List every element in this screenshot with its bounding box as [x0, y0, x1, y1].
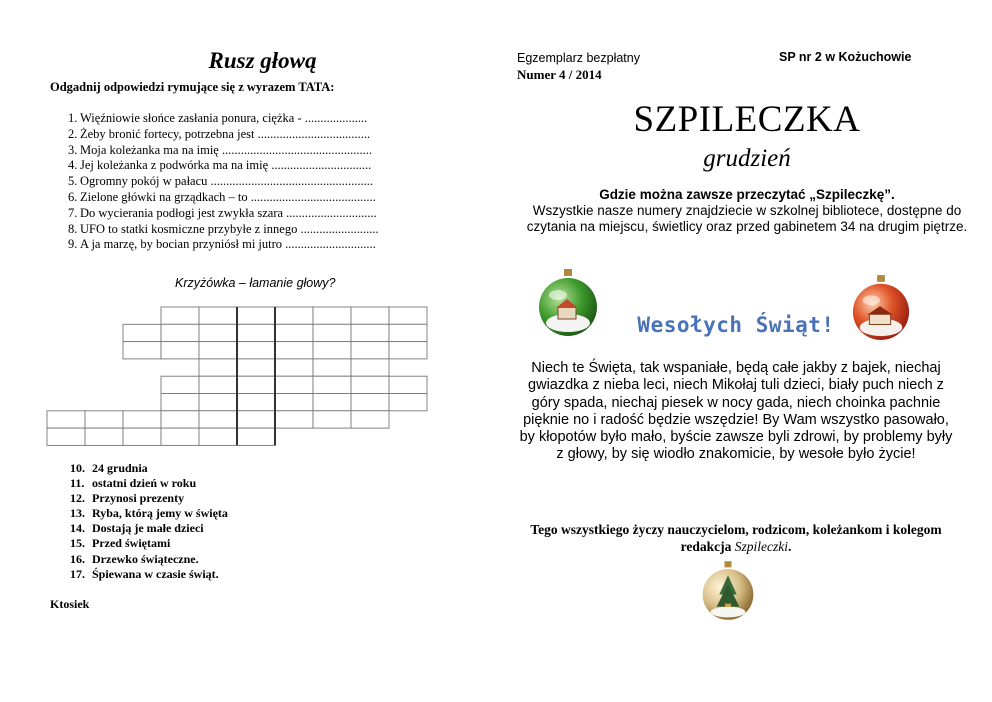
puzzle-instructions: Odgadnij odpowiedzi rymujące się z wyrazem TATA: [50, 80, 335, 94]
clue-number: 16. [70, 551, 85, 566]
where-to-read-text: Wszystkie nasze numery znajdziecie w szkolnej bibliotece, dostępne do czytania na miejscu, świetlicy oraz przed gabinetem 34 na drugim piętrze. [526, 203, 968, 234]
crossword-cell [47, 411, 85, 428]
crossword-cell [161, 376, 199, 393]
crossword-cell [237, 376, 275, 393]
crossword-cell [351, 394, 389, 411]
crossword-cell [237, 342, 275, 359]
clue-item [50, 476, 228, 491]
crossword-cell [313, 307, 351, 324]
crossword-cell [275, 324, 313, 341]
clue-number: 12. [70, 491, 85, 506]
closing-message [517, 521, 955, 555]
crossword-cell [351, 342, 389, 359]
crossword-cell [275, 342, 313, 359]
clue-number: 10. [70, 461, 85, 475]
clue-item [50, 567, 228, 582]
crossword-cell [161, 411, 199, 428]
riddle-number: 6. [68, 189, 78, 204]
clue-number: 15. [70, 536, 85, 551]
where-to-read-heading: Gdzie można zawsze przeczytać „Szpileczkę”. [599, 187, 895, 202]
crossword-cell [313, 394, 351, 411]
school-name: SP nr 2 w Kożuchowie [779, 50, 912, 64]
crossword-cell [313, 411, 351, 428]
crossword-cell [85, 411, 123, 428]
crossword-cell [161, 394, 199, 411]
crossword-cell [351, 307, 389, 324]
clue-number: 14. [70, 521, 85, 536]
riddle-number: 2. [68, 126, 78, 141]
magazine-month: grudzień [703, 145, 791, 172]
clue-text: Drzewko świąteczne. [92, 551, 199, 566]
crossword-cell [161, 307, 199, 324]
clue-number: 17. [70, 566, 85, 581]
crossword-cell [123, 411, 161, 428]
crossword-cell [199, 342, 237, 359]
clue-list [50, 461, 228, 582]
crossword-cell [237, 359, 275, 376]
crossword-cell [123, 428, 161, 445]
riddle-text: Więźniowie słońce zasłania ponura, ciężka - .................... [80, 111, 368, 125]
crossword-cell [237, 411, 275, 428]
riddle-text: UFO to statki kosmiczne przybyłe z innego ......................... [80, 221, 379, 236]
holiday-wishes: Niech te Święta, tak wspaniałe, będą całe jakby z bajek, niechaj gwiazdka z nieba leci, niech Mikołaj tuli dzieci, biały puch niech z góry spada, niechaj piesek w nocy gada, niech choinka pachnie pięknie no i radość będzie wszędzie! By Wam wszystko pasowało, by kłopotów było mało, byście zawsze byli zdrowi, by problemy były z głowy, by się wiodło znakomicie, by wesołe było życie! [519, 360, 953, 463]
riddle-text: A ja marzę, by bocian przyniósł mi jutro ............................. [80, 237, 376, 252]
crossword-cell [199, 324, 237, 341]
crossword-cell [199, 307, 237, 324]
crossword-cell [199, 394, 237, 411]
riddle-text: Moja koleżanka ma na imię ................................................ [80, 142, 372, 157]
crossword-cell [275, 359, 313, 376]
crossword-cell [275, 376, 313, 393]
crossword-title: Krzyżówka – łamanie głowy? [175, 276, 336, 290]
clue-item [50, 536, 228, 551]
crossword-cell [237, 394, 275, 411]
crossword-cell [199, 428, 237, 445]
crossword-cell [237, 428, 275, 445]
clue-text: ostatni dzień w roku [92, 476, 197, 491]
clue-number: 13. [70, 506, 85, 521]
crossword-cell [275, 307, 313, 324]
clue-item [50, 461, 228, 476]
crossword-cell [389, 324, 427, 341]
crossword-cell [123, 342, 161, 359]
riddle-number: 8. [68, 221, 78, 236]
crossword-cell [275, 411, 313, 428]
riddle-text: Jej koleżanka z podwórka ma na imię ................................ [80, 158, 372, 173]
crossword-cell [275, 394, 313, 411]
crossword-cell [389, 307, 427, 324]
gold-ornament-icon [700, 559, 756, 623]
crossword-cell [389, 394, 427, 411]
crossword-cell [85, 428, 123, 445]
clue-item [50, 552, 228, 567]
crossword-cell [199, 359, 237, 376]
crossword-cell [389, 342, 427, 359]
closing-editorial-name: Szpileczki [734, 539, 788, 554]
crossword-cell [351, 376, 389, 393]
crossword-cell [313, 324, 351, 341]
magazine-title: SZPILECZKA [633, 99, 861, 140]
crossword-cell [161, 324, 199, 341]
riddle-number: 9. [68, 237, 78, 252]
closing-main-text: Tego wszystkiego życzy nauczycielom, rodzicom, koleżankom i kolegom redakcja [530, 522, 942, 554]
crossword-cell [161, 428, 199, 445]
crossword-cell [199, 376, 237, 393]
riddle-number: 4. [68, 158, 78, 173]
holiday-greeting: Wesołych Świąt! [637, 313, 835, 337]
riddle-number: 3. [68, 142, 78, 157]
clue-item [50, 491, 228, 506]
crossword-cell [313, 359, 351, 376]
clue-item [50, 506, 228, 521]
clue-number: 11. [70, 476, 85, 491]
clue-text: Przed świętami [92, 536, 171, 551]
crossword-cell [47, 428, 85, 445]
crossword-grid [0, 0, 525, 460]
clue-item [50, 521, 228, 536]
riddle-text: Do wycierania podłogi jest zwykła szara ............................. [80, 205, 377, 220]
author-signature: Ktosiek [50, 597, 90, 611]
riddle-number: 7. [68, 205, 78, 220]
clue-text: Śpiewana w czasie świąt. [92, 566, 219, 581]
crossword-cell [389, 376, 427, 393]
riddle-text: Zielone główki na grządkach – to ........................................ [80, 189, 376, 204]
crossword-cell [351, 411, 389, 428]
clue-text: 24 grudnia [92, 461, 148, 475]
crossword-cell [237, 324, 275, 341]
riddle-text: Żeby bronić fortecy, potrzebna jest .................................... [80, 126, 371, 141]
clue-text: Ryba, którą jemy w święta [92, 506, 228, 521]
clue-text: Przynosi prezenty [92, 491, 185, 506]
crossword-cell [237, 307, 275, 324]
issue-number: Numer 4 / 2014 [517, 67, 602, 82]
crossword-cell [351, 324, 389, 341]
puzzle-title: Rusz głową [208, 48, 317, 73]
crossword-cell [313, 342, 351, 359]
closing-period: . [788, 539, 792, 554]
riddle-number: 5. [68, 174, 78, 189]
crossword-cell [351, 359, 389, 376]
crossword-cell [161, 342, 199, 359]
riddle-number: 1. [68, 111, 78, 125]
riddle-text: Ogromny pokój w pałacu .................................................... [80, 174, 374, 189]
clue-text: Dostają je małe dzieci [92, 521, 204, 536]
free-copy-label: Egzemplarz bezpłatny [517, 51, 640, 65]
crossword-cell [313, 376, 351, 393]
crossword-cell [199, 411, 237, 428]
crossword-cell [123, 324, 161, 341]
